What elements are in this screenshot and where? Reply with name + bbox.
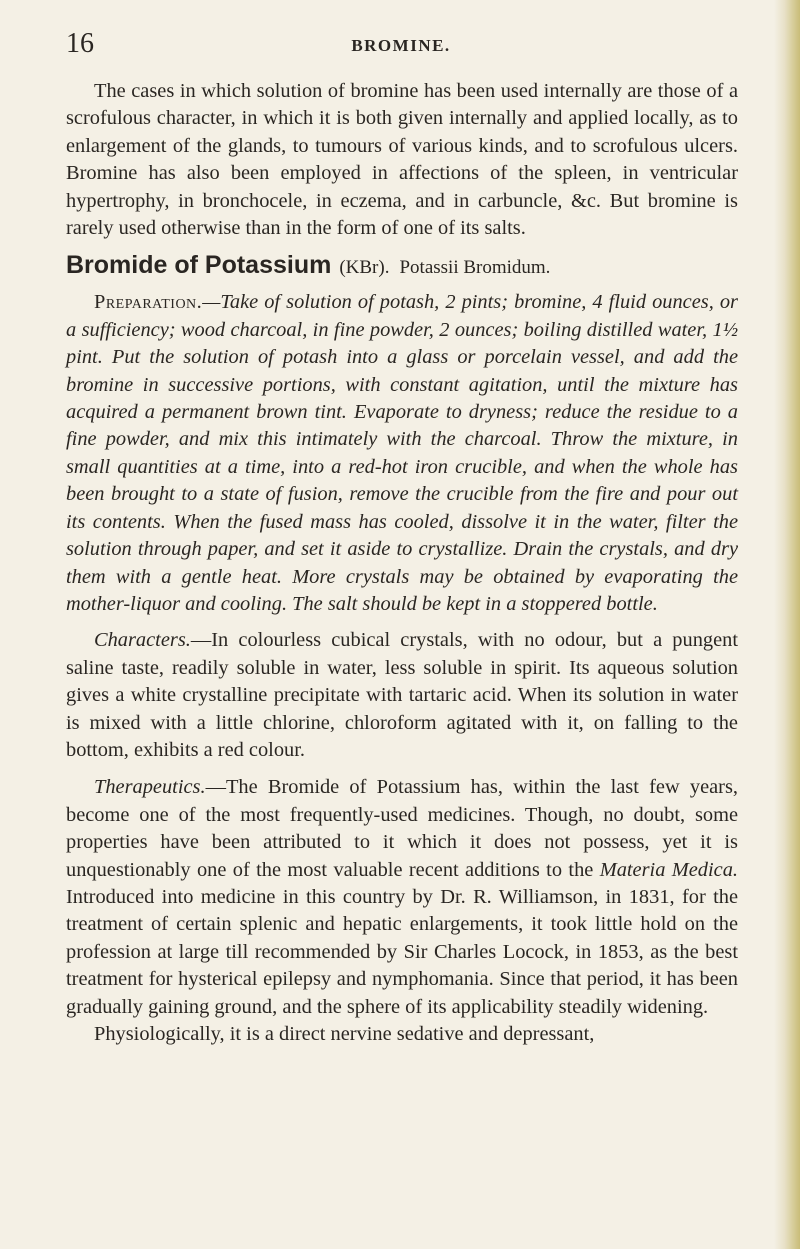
preparation-label: Preparation.: [94, 291, 203, 314]
running-head: BROMINE.: [351, 36, 451, 55]
page-edge-shadow: [774, 0, 800, 1249]
intro-paragraph: The cases in which solution of bromine has been used internally are those of a scrofulous character, in which it is both given internally and applied locally, as to enlargement of the glands, to tumours of various kinds, and to scrofulous ulcers. Bromine has also been employed in affections of the spleen, in ventricular hypertrophy, in bronchocele, in eczema, and in carbuncle, &c. But bromine is rarely used otherwise than in the form of one of its salts.: [66, 80, 738, 240]
preparation-paragraph: [66, 289, 738, 618]
characters-label: Characters.: [94, 629, 191, 652]
page-header: [66, 28, 736, 64]
therapeutics-text-before: —The Bromide of Potassium has, within the last few years, become one of the most frequently-used medicines. Though, no doubt, some properties have been attributed to it which it does not possess, yet it is unquestionably one of the most valuable recent additions to the: [66, 776, 738, 881]
characters-text: —In colourless cubical crystals, with no odour, but a pungent saline taste, readily soluble in water, less soluble in spirit. Its aqueous solution gives a white crystalline precipitate with tartaric acid. When its solution in water is mixed with a little chlorine, chloroform agitated with it, on falling to the bottom, exhibits a red colour.: [66, 629, 738, 761]
preparation-text: —Take of solution of potash, 2 pints; bromine, 4 fluid ounces, or a sufficiency; wood charcoal, in fine powder, 2 ounces; boiling distilled water, 1½ pint. Put the solution of potash into a glass or porcelain vessel, and add the bromine in successive portions, with constant agitation, until the mixture has acquired a permanent brown tint. Evaporate to dryness; reduce the residue to a fine powder, and mix this intimately with the charcoal. Throw the mixture, in small quantities at a time, into a red-hot iron crucible, and when the whole has been brought to a state of fusion, remove the crucible from the fire and pour out its contents. When the fused mass has cooled, dissolve it in the water, filter the solution through paper, and set it aside to crystallize. Drain the crystals, and dry them with a gentle heat. More crystals may be obtained by evaporating the mother-liquor and cooling. The salt should be kept in a stoppered bottle.: [66, 291, 738, 615]
therapeutics-label: Therapeutics.: [94, 776, 206, 799]
section-title: Bromide of Potassium: [66, 251, 332, 280]
section-heading: [66, 250, 738, 283]
page-number: 16: [66, 28, 94, 59]
page-body: [66, 78, 738, 1048]
therapeutics-paragraph: [66, 774, 738, 1021]
chemical-formula: (KBr).: [339, 257, 390, 279]
materia-medica: Materia Medica.: [599, 858, 739, 881]
physiology-line: Physiologically, it is a direct nervine sedative and depressant,: [94, 1023, 595, 1045]
characters-paragraph: [66, 627, 738, 764]
therapeutics-text-after: Introduced into medicine in this country by Dr. R. Williamson, in 1831, for the treatment of certain splenic and hepatic enlargements, it took little hold on the profession at large till recommended by Sir Charles Locock, in 1853, as the best treatment for hysterical epilepsy and nymphomania. Since that period, it has been gradually gaining ground, and the sphere of its applicability steadily widening.: [66, 885, 738, 1018]
latin-name: Potassii Bromidum.: [399, 257, 551, 279]
